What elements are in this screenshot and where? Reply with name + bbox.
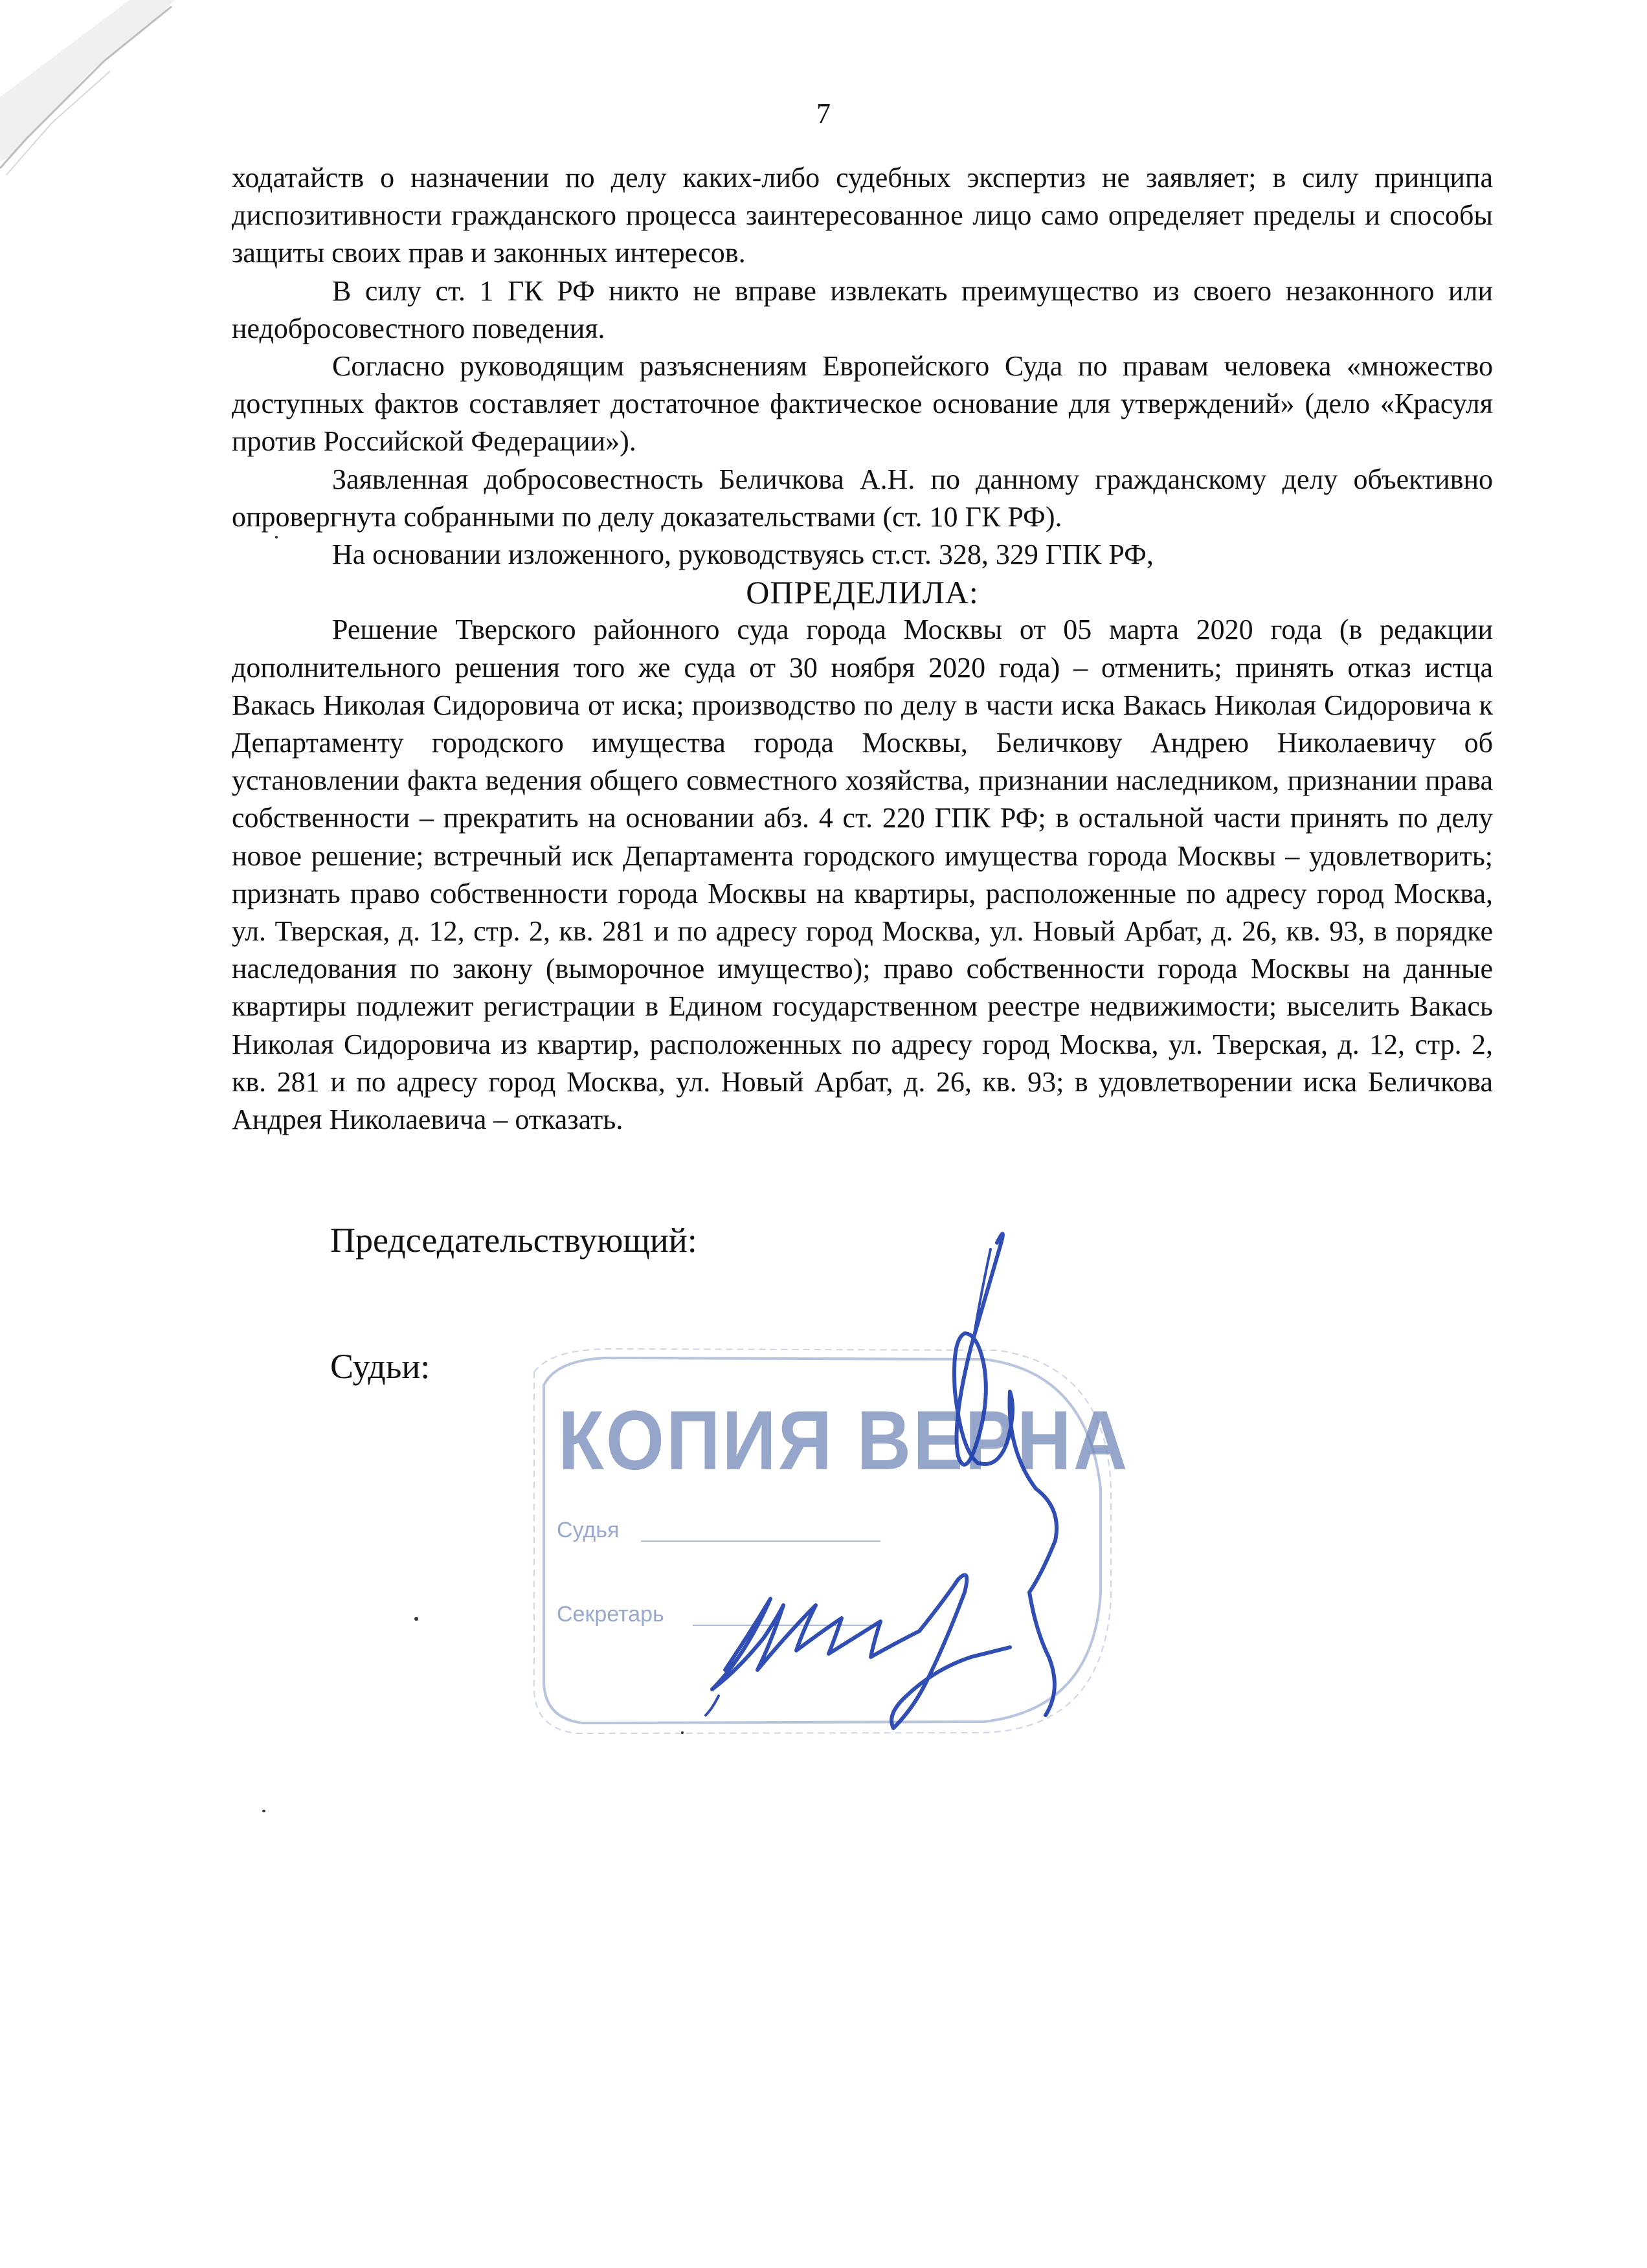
- certified-copy-stamp: [531, 1346, 1130, 1735]
- paragraph-ruling: Решение Тверского районного суда города Москвы от 05 марта 2020 года (в редакции дополнительного решения того же суда от 30 ноября 2020 года) – отменить; принять отказ истца Вакась Николая Сидоровича от иска; производство по делу в части иска Вакась Николая Сидоровича к Департаменту городского имущества города Москвы, Беличкову Андрею Николаевичу об установлении факта ведения общего совместного хозяйства, признании наследником, признании права собственности – прекратить на основании абз. 4 ст. 220 ГПК РФ; в остальной части принять по делу новое решение; встречный иск Департамента городского имущества города Москвы – удовлетворить; признать право собственности города Москвы на квартиры, расположенные по адресу город Москва, ул. Тверская, д. 12, стр. 2, кв. 281 и по адресу город Москва, ул. Новый Арбат, д. 26, кв. 93, в порядке наследования по закону (выморочное имущество); право собственности города Москвы на данные квартиры подлежит регистрации в Едином государственном реестре недвижимости; выселить Вакась Николая Сидоровича из квартир, расположенных по адресу город Москва, ул. Тверская, д. 12, стр. 2, кв. 281 и по адресу город Москва, ул. Новый Арбат, д. 26, кв. 93; в удовлетворении иска Беличкова Андрея Николаевича – отказать.: [232, 614, 1493, 1136]
- scan-speck: [275, 536, 278, 539]
- scan-speck: [414, 1617, 418, 1621]
- paragraph-motions: ходатайств о назначении по делу каких-либо судебных экспертиз не заявляет; в силу принципа диспозитивности гражданского процесса заинтересованное лицо само определяет пределы и способы защиты своих прав и законных интересов.: [232, 162, 1493, 269]
- scan-speck: [681, 1731, 684, 1734]
- presiding-judge-label: Председательствующий:: [330, 1221, 697, 1260]
- ruling-heading: ОПРЕДЕЛИЛА:: [746, 574, 979, 611]
- paragraph-good-faith: Заявленная добросовестность Беличкова А.Н. по данному гражданскому делу объективно опровергнута собранными по делу доказательствами (ст. 10 ГК РФ).: [232, 463, 1493, 533]
- stamp-judge-label: Судья: [557, 1518, 620, 1542]
- scan-speck: [262, 1810, 265, 1812]
- stamp-judge-line: [641, 1540, 880, 1542]
- paragraph-legal-basis: На основании изложенного, руководствуясь ст.ст. 328, 329 ГПК РФ,: [332, 539, 1154, 571]
- stamp-secretary-label: Секретарь: [557, 1602, 664, 1627]
- judges-label: Судьи:: [330, 1347, 431, 1386]
- page-number: 7: [816, 98, 831, 129]
- paragraph-echr-guidance: Согласно руководящим разъяснениям Европейского Суда по правам человека «множество доступных фактов составляет достаточное фактическое основание для утверждений» (дело «Красуля против Российской Федерации»).: [232, 350, 1493, 458]
- stamp-title: КОПИЯ ВЕРНА: [558, 1393, 1130, 1487]
- paragraph-civil-code-art1: В силу ст. 1 ГК РФ никто не вправе извлекать преимущество из своего незаконного или недобросовестного поведения.: [232, 274, 1493, 344]
- document-body: [232, 159, 1493, 1139]
- stamp-secretary-line: [693, 1625, 880, 1626]
